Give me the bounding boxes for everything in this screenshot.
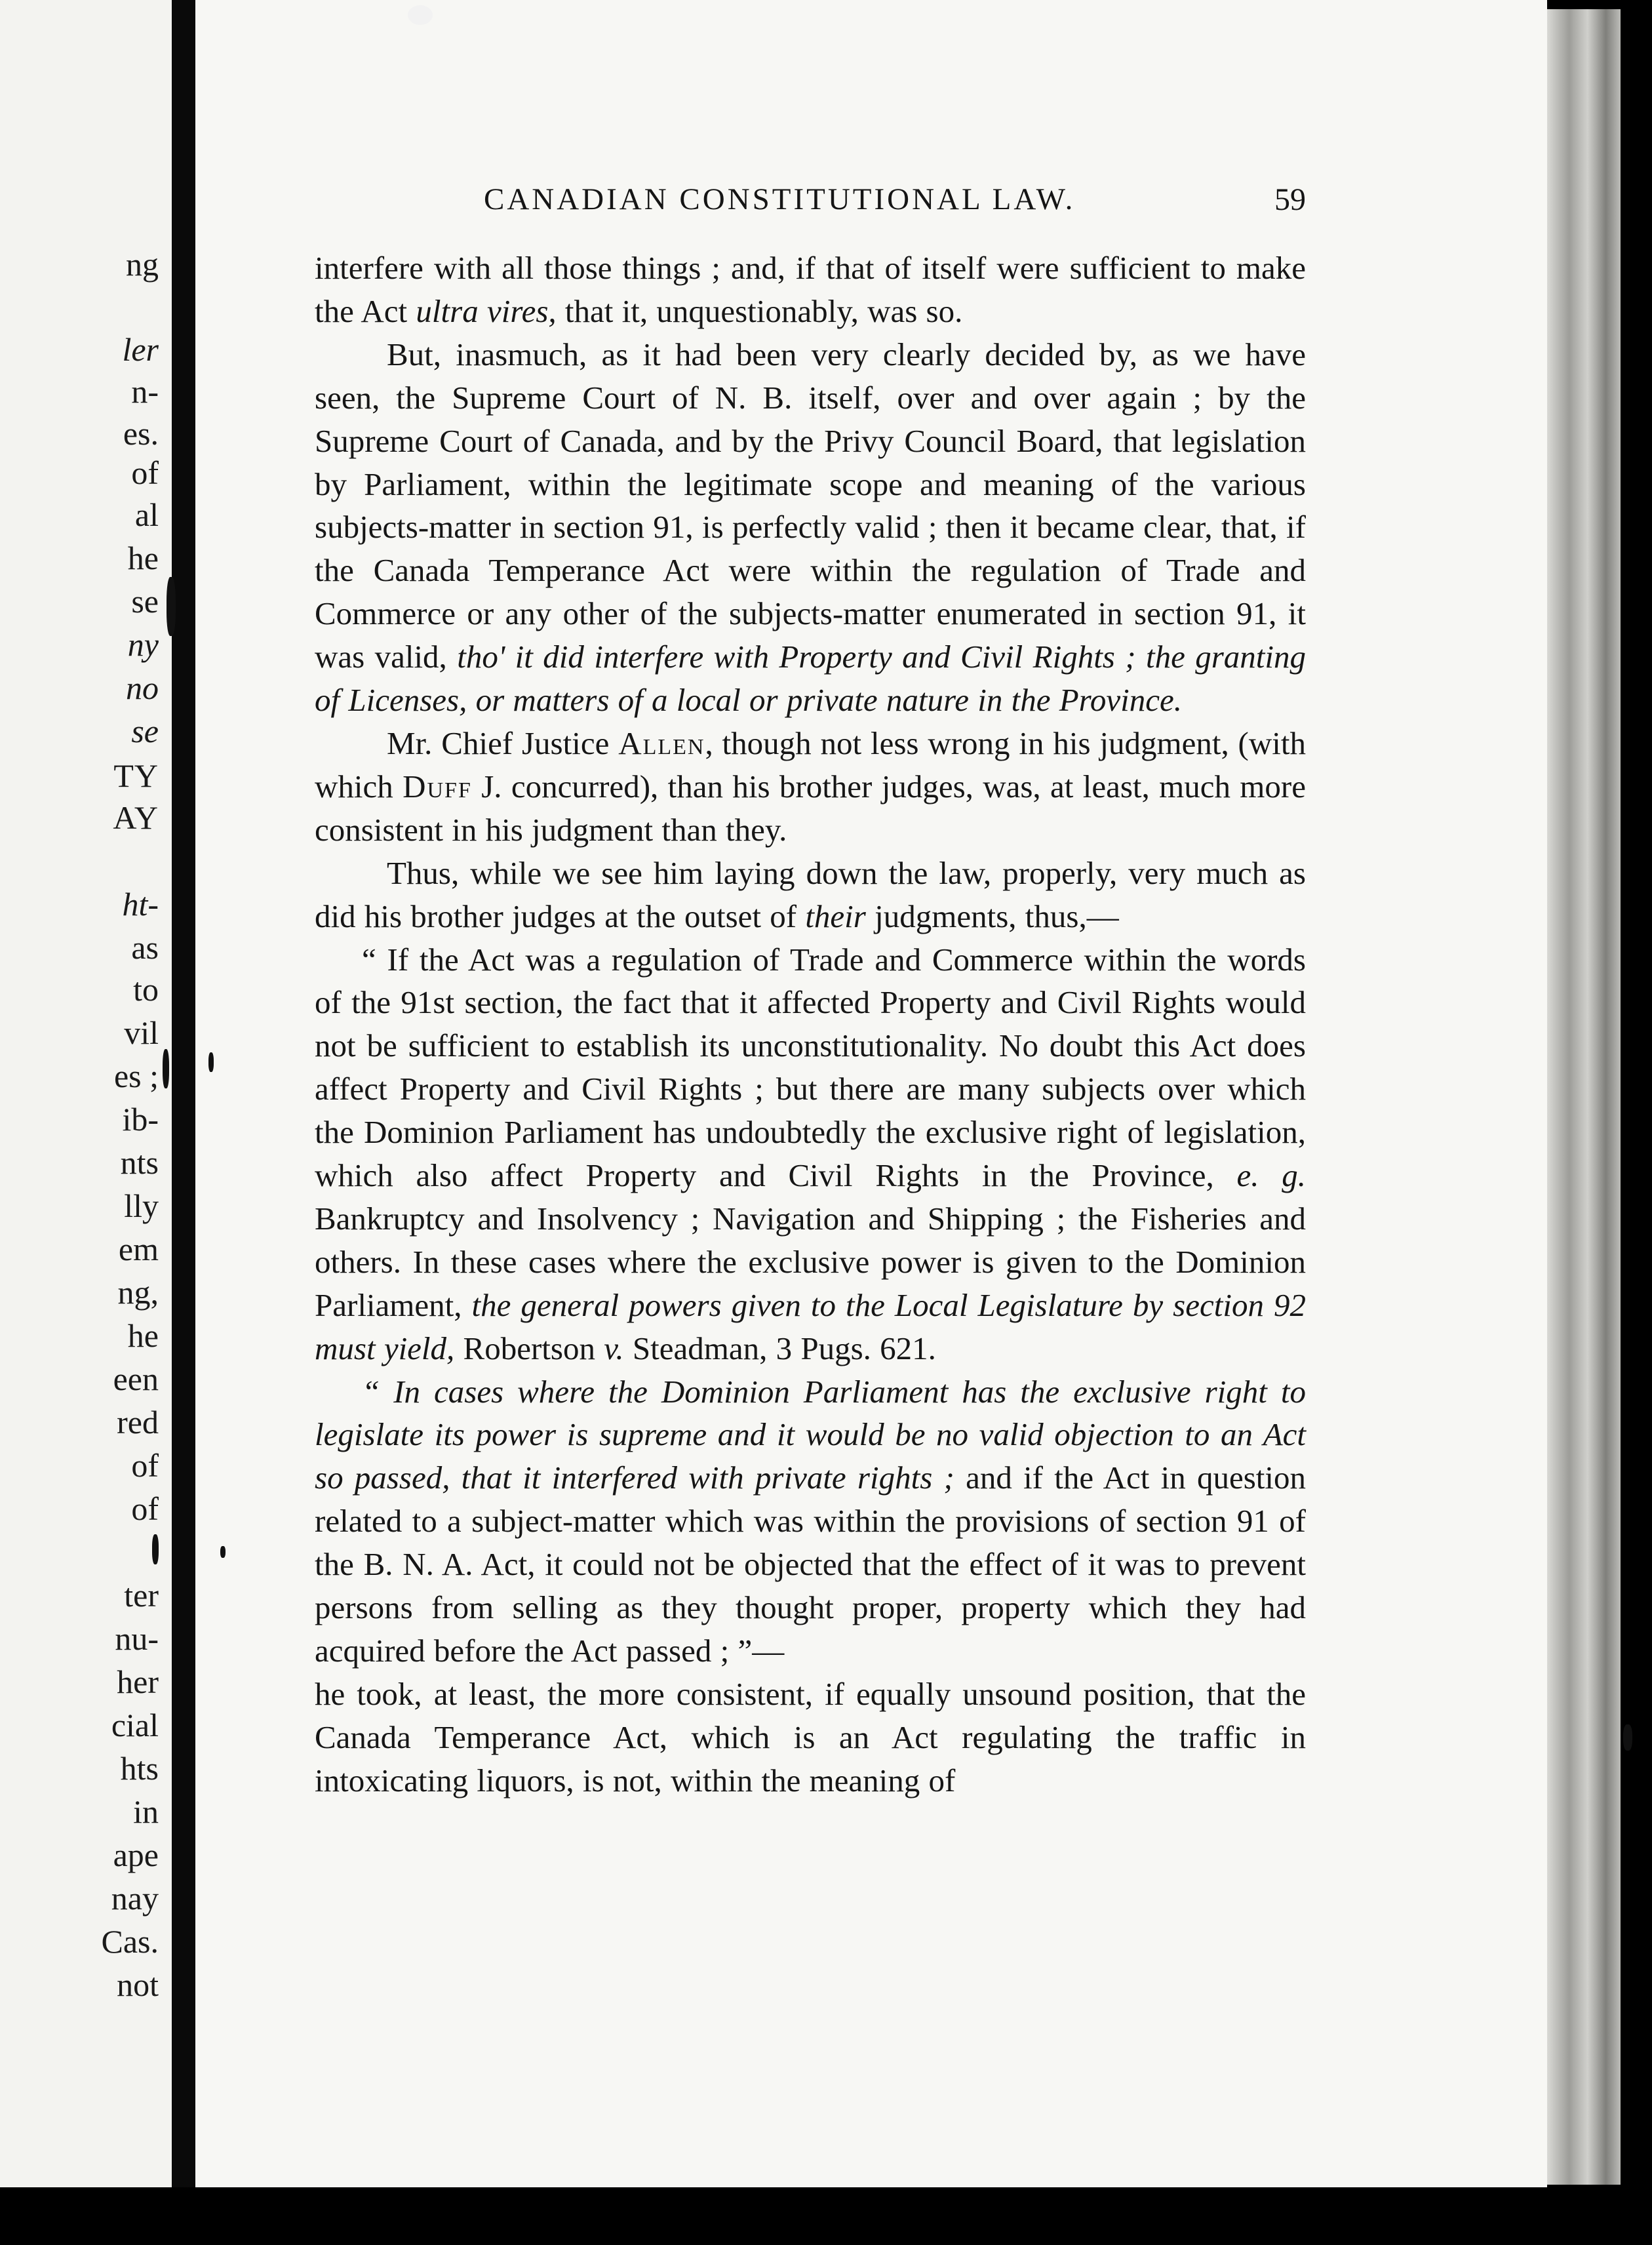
fragment: ter xyxy=(124,1577,159,1614)
fragment: he xyxy=(127,540,159,576)
fragment: se xyxy=(131,583,159,620)
fragment: es ; xyxy=(113,1058,159,1094)
paragraph: Thus, while we see him laying down the law, properly, very much as did his brother judges at the outset of their judgments, thus,— xyxy=(315,854,1306,934)
running-head xyxy=(315,182,1306,221)
fragment: ler xyxy=(122,331,159,368)
fragment: no xyxy=(126,669,159,706)
fragment: ape xyxy=(113,1837,159,1873)
scan-speck xyxy=(408,5,433,25)
page-edge xyxy=(1547,9,1621,2185)
page-number: 59 xyxy=(1274,182,1306,217)
paragraph: interfere with all those things ; and, if that of itself were sufficient to make the Act ultra vires, that it, unquestionably, was so. xyxy=(315,250,1306,329)
fragment: TY xyxy=(113,757,159,794)
fragment: Cas. xyxy=(101,1923,159,1960)
fragment: of xyxy=(131,1490,159,1527)
fragment: een xyxy=(113,1361,159,1397)
fragment: nay xyxy=(111,1880,159,1917)
facing-page-fragments xyxy=(0,0,172,2190)
body-text xyxy=(315,247,1306,1802)
fragment: n- xyxy=(131,373,159,410)
fragment: cial xyxy=(111,1707,159,1743)
fragment: nu- xyxy=(115,1620,159,1657)
scan-border xyxy=(0,2187,1652,2245)
scan-speck xyxy=(220,1546,226,1558)
fragment: ny xyxy=(127,626,159,663)
fragment: red xyxy=(117,1404,159,1440)
fragment: her xyxy=(117,1663,159,1700)
fragment: ht- xyxy=(122,886,159,923)
block-quote: “ In cases where the Dominion Parliament has the exclusive right to legislate its power is supreme and it would be no valid objection to an Act so passed, that it interfered with private rights ; and if the Act in question related to a subject-matter which was within the provisions of section 91 of the B. N. A. Act, it could not be objected that the effect of it was to prevent persons from selling as they thought proper, property which they had acquired before the Act passed ; ”— xyxy=(315,1373,1307,1669)
block-quote: “ If the Act was a regulation of Trade and Commerce within the words of the 91st section, the fact that it affected Property and Civil Rights would not be sufficient to establish its unconstitutionality. No doubt this Act does affect Property and Civil Rights ; but there are many subjects over which the Dominion Parliament has undoubtedly the exclusive right of legislation, which also affect Property and Civil Rights in the Province, e. g. Bankruptcy and Insolvency ; Navigation and Shipping ; the Fisheries and others. In these cases where the exclusive power is given to the Dominion Parliament, the general powers given to the Local Legislature by section 92 must yield, Robertson v. Steadman, 3 Pugs. 621. xyxy=(315,941,1306,1366)
judge-name: Duff xyxy=(403,768,472,805)
fragment: em xyxy=(118,1231,159,1267)
fragment: vil xyxy=(124,1014,159,1051)
fragment: of xyxy=(131,1447,159,1484)
fragment: ng, xyxy=(117,1274,159,1311)
fragment: to xyxy=(133,971,159,1008)
scan-speck xyxy=(208,1052,214,1072)
paragraph: Mr. Chief Justice Allen, though not less wrong in his judgment, (with which Duff J. concurred), than his brother judges, was, at least, much more consistent in his judgment than they. xyxy=(315,725,1306,848)
fragment: es. xyxy=(123,415,159,452)
paragraph: he took, at least, the more consistent, if equally unsound position, that the Canada Temperance Act, which is an Act regulating the traffic in intoxicating liquors, is not, within the meaning of xyxy=(315,1675,1306,1798)
fragment: AY xyxy=(113,799,159,836)
fragment: ng xyxy=(126,246,159,283)
fragment: in xyxy=(133,1793,159,1830)
fragment: not xyxy=(117,1966,159,2003)
fragment: nts xyxy=(120,1144,159,1181)
fragment: al xyxy=(134,496,159,533)
gutter-shadow xyxy=(172,0,195,2245)
fragment: he xyxy=(127,1317,159,1354)
fragment: as xyxy=(131,929,159,966)
running-head-title: CANADIAN CONSTITUTIONAL LAW. xyxy=(484,182,1076,216)
scan-speck xyxy=(1623,1724,1632,1751)
judge-name: Allen xyxy=(618,725,705,761)
fragment: of xyxy=(131,454,159,491)
fragment: se xyxy=(131,713,159,749)
fragment: lly xyxy=(124,1187,159,1224)
fragment: hts xyxy=(120,1750,159,1787)
paragraph: But, inasmuch, as it had been very clearly decided by, as we have seen, the Supreme Court of N. B. itself, over and over again ; by the Supreme Court of Canada, and by the Privy Council Board, that legislation by Parliament, within the legitimate scope and meaning of the various subjects-matter in section 91, is perfectly valid ; then it became clear, that, if the Canada Temperance Act were within the regulation of Trade and Commerce or any other of the subjects-matter enumerated in section 91, it was valid, tho' it did interfere with Property and Civil Rights ; the granting of Licenses, or matters of a local or private nature in the Province. xyxy=(315,336,1306,719)
fragment: ib- xyxy=(122,1101,159,1138)
